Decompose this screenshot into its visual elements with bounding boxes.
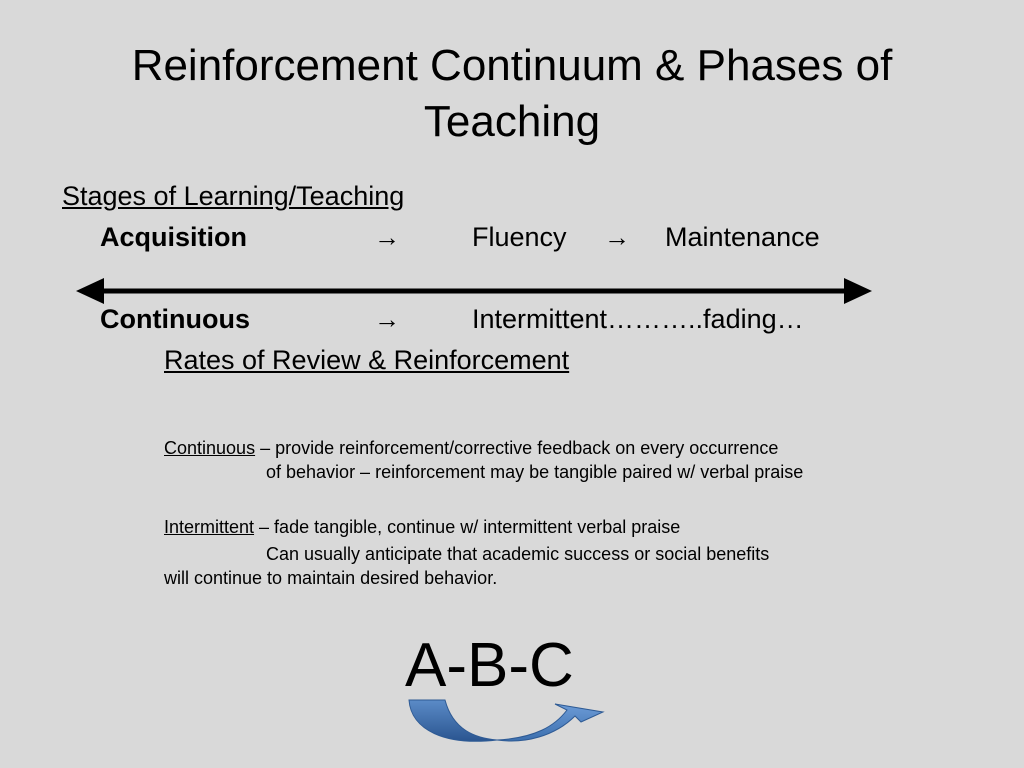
abc-label: A-B-C [405, 631, 574, 700]
intermittent-label: Intermittent [164, 517, 255, 537]
intermittent-description-line-2: Can usually anticipate that academic success or social benefits [266, 544, 770, 564]
intermittent-description-line-1 [164, 515, 680, 539]
stages-heading: Stages of Learning/Teaching [62, 181, 405, 211]
continuous-label: Continuous [164, 438, 256, 458]
stage-arrow-icon-2: → [604, 222, 630, 252]
curved-cycle-arrow-icon [405, 696, 610, 748]
stage-acquisition: Acquisition [100, 222, 247, 252]
continuous-text-1: – provide reinforcement/corrective feedback on every occurrence [255, 438, 779, 458]
rates-heading: Rates of Review & Reinforcement [164, 345, 570, 375]
stage-fluency: Fluency [472, 222, 567, 252]
continuous-description-line-1 [164, 436, 778, 460]
intermittent-description-line-3: will continue to maintain desired behavior. [164, 568, 498, 588]
schedule-intermittent-fading: Intermittent………..fading… [472, 304, 804, 334]
stage-arrow-icon-1: → [374, 222, 400, 252]
schedule-arrow-icon: → [374, 304, 400, 334]
schedule-continuous: Continuous [100, 304, 250, 334]
intermittent-text-1: – fade tangible, continue w/ intermittent verbal praise [254, 517, 681, 537]
slide-title: Reinforcement Continuum & Phases of Teaching [131, 41, 893, 146]
continuous-description-line-2: of behavior – reinforcement may be tangible paired w/ verbal praise [266, 462, 804, 482]
stage-maintenance: Maintenance [665, 222, 820, 252]
double-headed-arrow-icon [76, 276, 872, 306]
